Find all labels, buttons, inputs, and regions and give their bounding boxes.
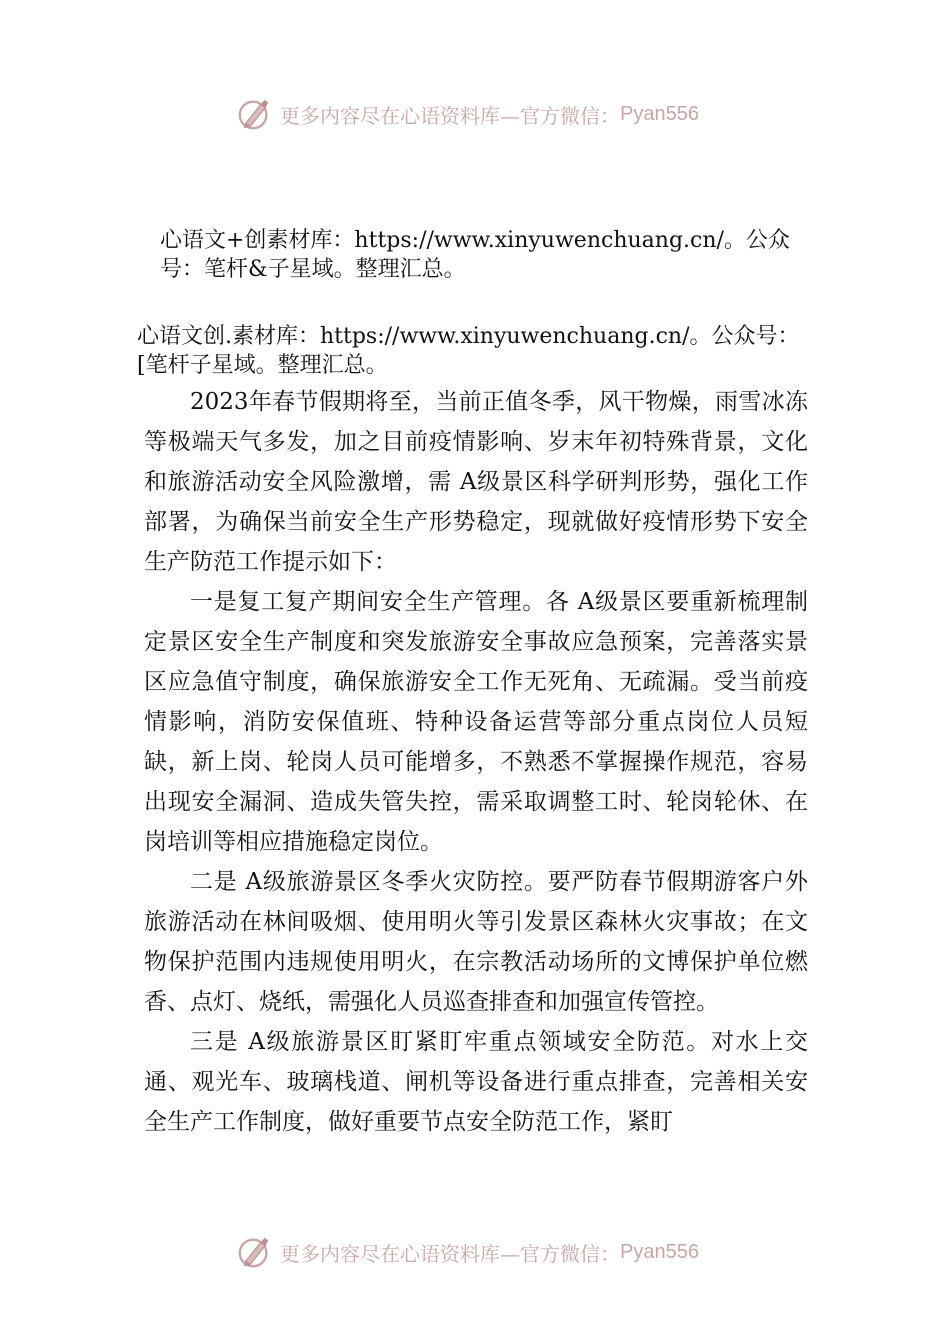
watermark-text: 更多内容尽在心语资料库—官方微信： xyxy=(280,1241,620,1266)
document-body xyxy=(144,382,808,1142)
paragraph-item-3: 三是 A级旅游景区盯紧盯牢重点领域安全防范。对水上交通、观光车、玻璃栈道、闸机等设备进行重点排查，完善相关安全生产工作制度，做好重要节点安全防范工作，紧盯 xyxy=(144,1029,808,1135)
footer-watermark xyxy=(236,1232,756,1272)
wechat-id: Pyan556 xyxy=(620,102,699,125)
pen-logo-icon xyxy=(236,1233,274,1271)
header-watermark xyxy=(236,94,756,134)
source-note-2: 心语文创.素材库：https://www.xinyuwenchuang.cn/。公众号：[笔杆子星域。整理汇总。 xyxy=(137,324,800,378)
paragraph-item-1: 一是复工复产期间安全生产管理。各 A级景区要重新梳理制定景区安全生产制度和突发旅游安全事故应急预案，完善落实景区应急值守制度，确保旅游安全工作无死角、无疏漏。受当前疫情影响，消防安保值班、特种设备运营等部分重点岗位人员短缺，新上岗、轮岗人员可能增多，不熟悉不掌握操作规范，容易出现安全漏洞、造成失管失控，需采取调整工时、轮岗轮休、在岗培训等相应措施稳定岗位。 xyxy=(144,589,808,855)
paragraph-item-2: 二是 A级旅游景区冬季火灾防控。要严防春节假期游客户外旅游活动在林间吸烟、使用明火等引发景区森林火灾事故；在文物保护范围内违规使用明火，在宗教活动场所的文博保护单位燃香、点灯、烧纸，需强化人员巡查排查和加强宣传管控。 xyxy=(144,869,808,1015)
source-note-1: 心语文+创素材库：https://www.xinyuwenchuang.cn/。公众号：笔杆&子星域。整理汇总。 xyxy=(160,228,790,282)
pen-logo-icon xyxy=(236,95,274,133)
wechat-id: Pyan556 xyxy=(620,1240,699,1263)
watermark-text: 更多内容尽在心语资料库—官方微信： xyxy=(280,103,620,128)
paragraph-intro: 2023年春节假期将至，当前正值冬季，风干物燥，雨雪冰冻等极端天气多发，加之目前疫情影响、岁末年初特殊背景，文化和旅游活动安全风险激增，需 A级景区科学研判形势，强化工作部署，为确保当前安全生产形势稳定，现就做好疫情形势下安全生产防范工作提示如下： xyxy=(144,389,808,575)
